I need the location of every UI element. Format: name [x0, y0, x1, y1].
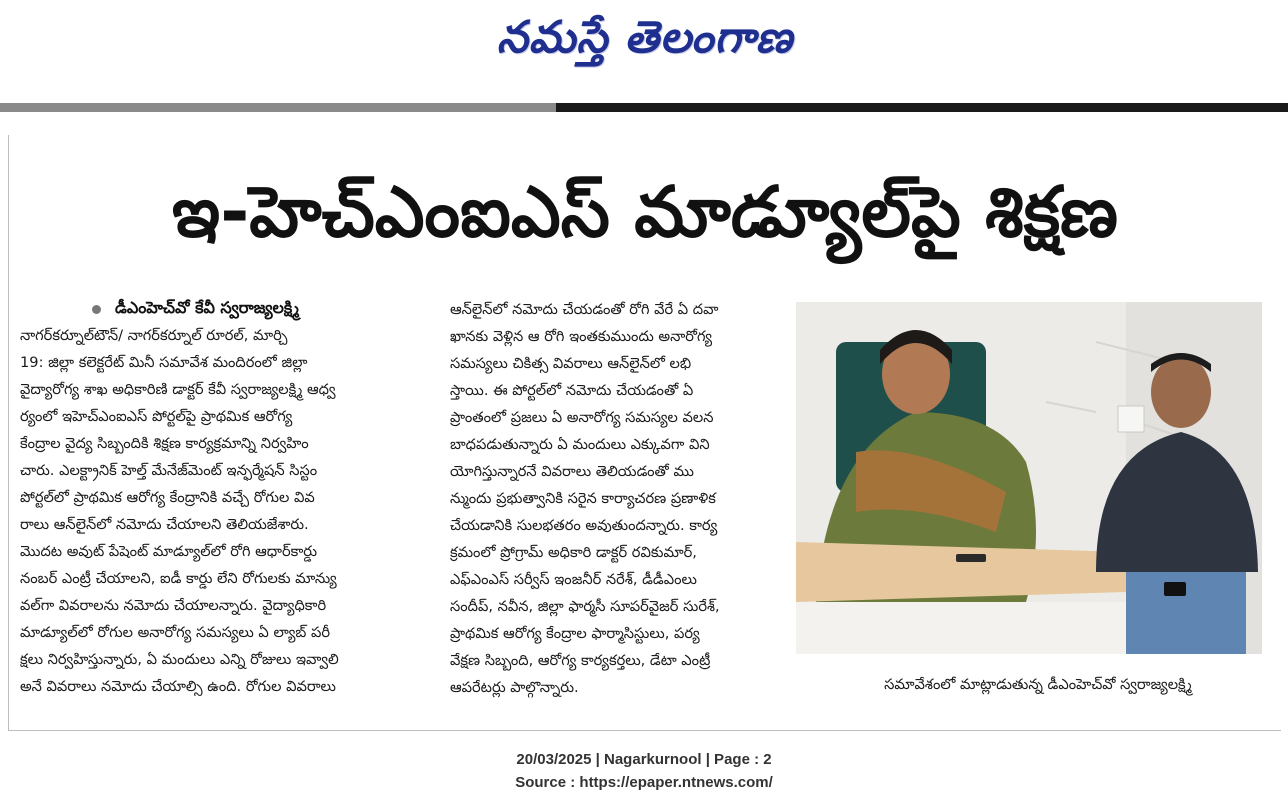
text-line: మాడ్యూల్‌లో రోగుల అనారోగ్య సమస్యలు ఏ ల్యాబ్ పరీ: [20, 624, 331, 641]
text-line: సందీప్, నవీన, జిల్లా ఫార్మసీ సూపర్‌వైజర్ సురేశ్,: [450, 598, 720, 615]
article-headline: ఇ-హెచ్ఎంఐఎస్ మాడ్యూల్‌పై శిక్షణ: [171, 170, 1118, 253]
text-line: ఆపరేటర్లు పాల్గొన్నారు.: [450, 679, 579, 696]
text-line: 19: జిల్లా కలెక్టరేట్ మినీ సమావేశ మందిరంలో జిల్లా: [20, 354, 308, 371]
footer-date-edition: 20/03/2025 | Nagarkurnool | Page : 2: [516, 751, 772, 768]
photo-caption: సమావేశంలో మాట్లాడుతున్న డీఎంహెచ్‌వో స్వరాజ్యలక్ష్మి: [884, 675, 1192, 693]
newspaper-logo: నమస్తే తెలంగాణ: [496, 12, 794, 63]
text-line: బాధపడుతున్నారు ఏ మందులు ఎక్కువగా విని: [450, 436, 710, 453]
text-line: మొదట అవుట్ పేషెంట్ మాడ్యూల్‌లో రోగి ఆధార్‌కార్డు: [20, 543, 317, 560]
meeting-photo-illustration: [796, 302, 1262, 654]
text-line: నాగర్‌కర్నూల్‌టౌన్/ నాగర్‌కర్నూల్ రూరల్, మార్చి: [20, 327, 288, 344]
article-column-2: [450, 296, 790, 712]
text-line: సమస్యలు చికిత్స వివరాలు ఆన్‌లైన్‌లో లభి: [450, 355, 692, 372]
footer-source: Source : https://epaper.ntnews.com/: [515, 774, 773, 791]
article-byline: [92, 297, 432, 321]
text-line: ఖానకు వెళ్లిన ఆ రోగి ఇంతకుముందు అనారోగ్య: [450, 328, 713, 345]
text-line: రాలు ఆన్‌లైన్‌లో నమోదు చేయాలని తెలియజేశారు.: [20, 516, 309, 533]
text-line: యోగిస్తున్నారనే వివరాలు తెలియడంతో ము: [450, 463, 694, 480]
masthead-rule-black: [556, 103, 1288, 112]
text-line: క్రమంలో ప్రోగ్రామ్ అధికారి డాక్టర్ రవికుమార్,: [450, 544, 697, 561]
text-line: ప్రాథమిక ఆరోగ్య కేంద్రాల ఫార్మాసిస్టులు, పర్య: [450, 625, 700, 642]
text-line: స్తాయి. ఈ పోర్టల్‌లో నమోదు చేయడంతో ఏ: [450, 382, 694, 399]
bullet-icon: [92, 305, 101, 314]
text-line: ఎఫ్ఎంఎస్ సర్వీస్ ఇంజనీర్ నరేశ్, డీడీఎంలు: [450, 571, 697, 588]
text-line: పోర్టల్‌లో ప్రాథమిక ఆరోగ్య కేంద్రానికి వచ్చే రోగుల వివ: [20, 489, 315, 506]
text-line: ఆన్‌లైన్‌లో నమోదు చేయడంతో రోగి వేరే ఏ దవా: [450, 301, 719, 318]
text-line: చేయడానికి సులభతరం అవుతుందన్నారు. కార్య: [450, 517, 718, 534]
text-line: క్షలు నిర్వహిస్తున్నారు, ఏ మందులు ఎన్ని రోజులు ఇవ్వాలి: [20, 651, 339, 668]
text-line: కేంద్రాల వైద్య సిబ్బందికి శిక్షణ కార్యక్రమాన్ని నిర్వహిం: [20, 435, 309, 452]
page-footer: [0, 748, 1288, 796]
text-line: నంబర్ ఎంట్రీ చేయాలని, ఐడీ కార్డు లేని రోగులకు మాన్యు: [20, 570, 337, 587]
text-line: చారు. ఎలక్ట్రానిక్ హెల్త్ మేనేజ్‌మెంట్ ఇన్ఫర్మేషన్ సిస్టం: [20, 462, 318, 479]
text-line: వల్‌గా వివరాలను నమోదు చేయాలన్నారు. వైద్యాధికారి: [20, 597, 327, 614]
masthead: [0, 0, 1288, 100]
article-photo: [796, 302, 1262, 654]
article-column-1: [20, 322, 438, 712]
text-line: వైద్యారోగ్య శాఖ అధికారిణి డాక్టర్ కేవీ స్వరాజ్యలక్ష్మి ఆధ్వ: [20, 381, 336, 398]
text-line: అనే వివరాలు నమోదు చేయాల్సి ఉంది. రోగుల వివరాలు: [20, 678, 336, 695]
text-line: ర్యంలో ఇహెచ్ఎంఐఎస్ పోర్టల్‌పై ప్రాథమిక ఆరోగ్య: [20, 408, 293, 425]
masthead-rule-grey: [0, 103, 556, 112]
text-line: వేక్షణ సిబ్బంది, ఆరోగ్య కార్యకర్తలు, డేటా ఎంట్రీ: [450, 652, 711, 669]
text-line: ప్రాంతంలో ప్రజలు ఏ అనారోగ్య సమస్యల వలన: [450, 409, 714, 426]
text-line: న్ముందు ప్రభుత్వానికి సరైన కార్యాచరణ ప్రణాళిక: [450, 490, 716, 507]
byline-text: డీఎంహెచ్‌వో కేవీ స్వరాజ్యలక్ష్మి: [115, 297, 299, 317]
